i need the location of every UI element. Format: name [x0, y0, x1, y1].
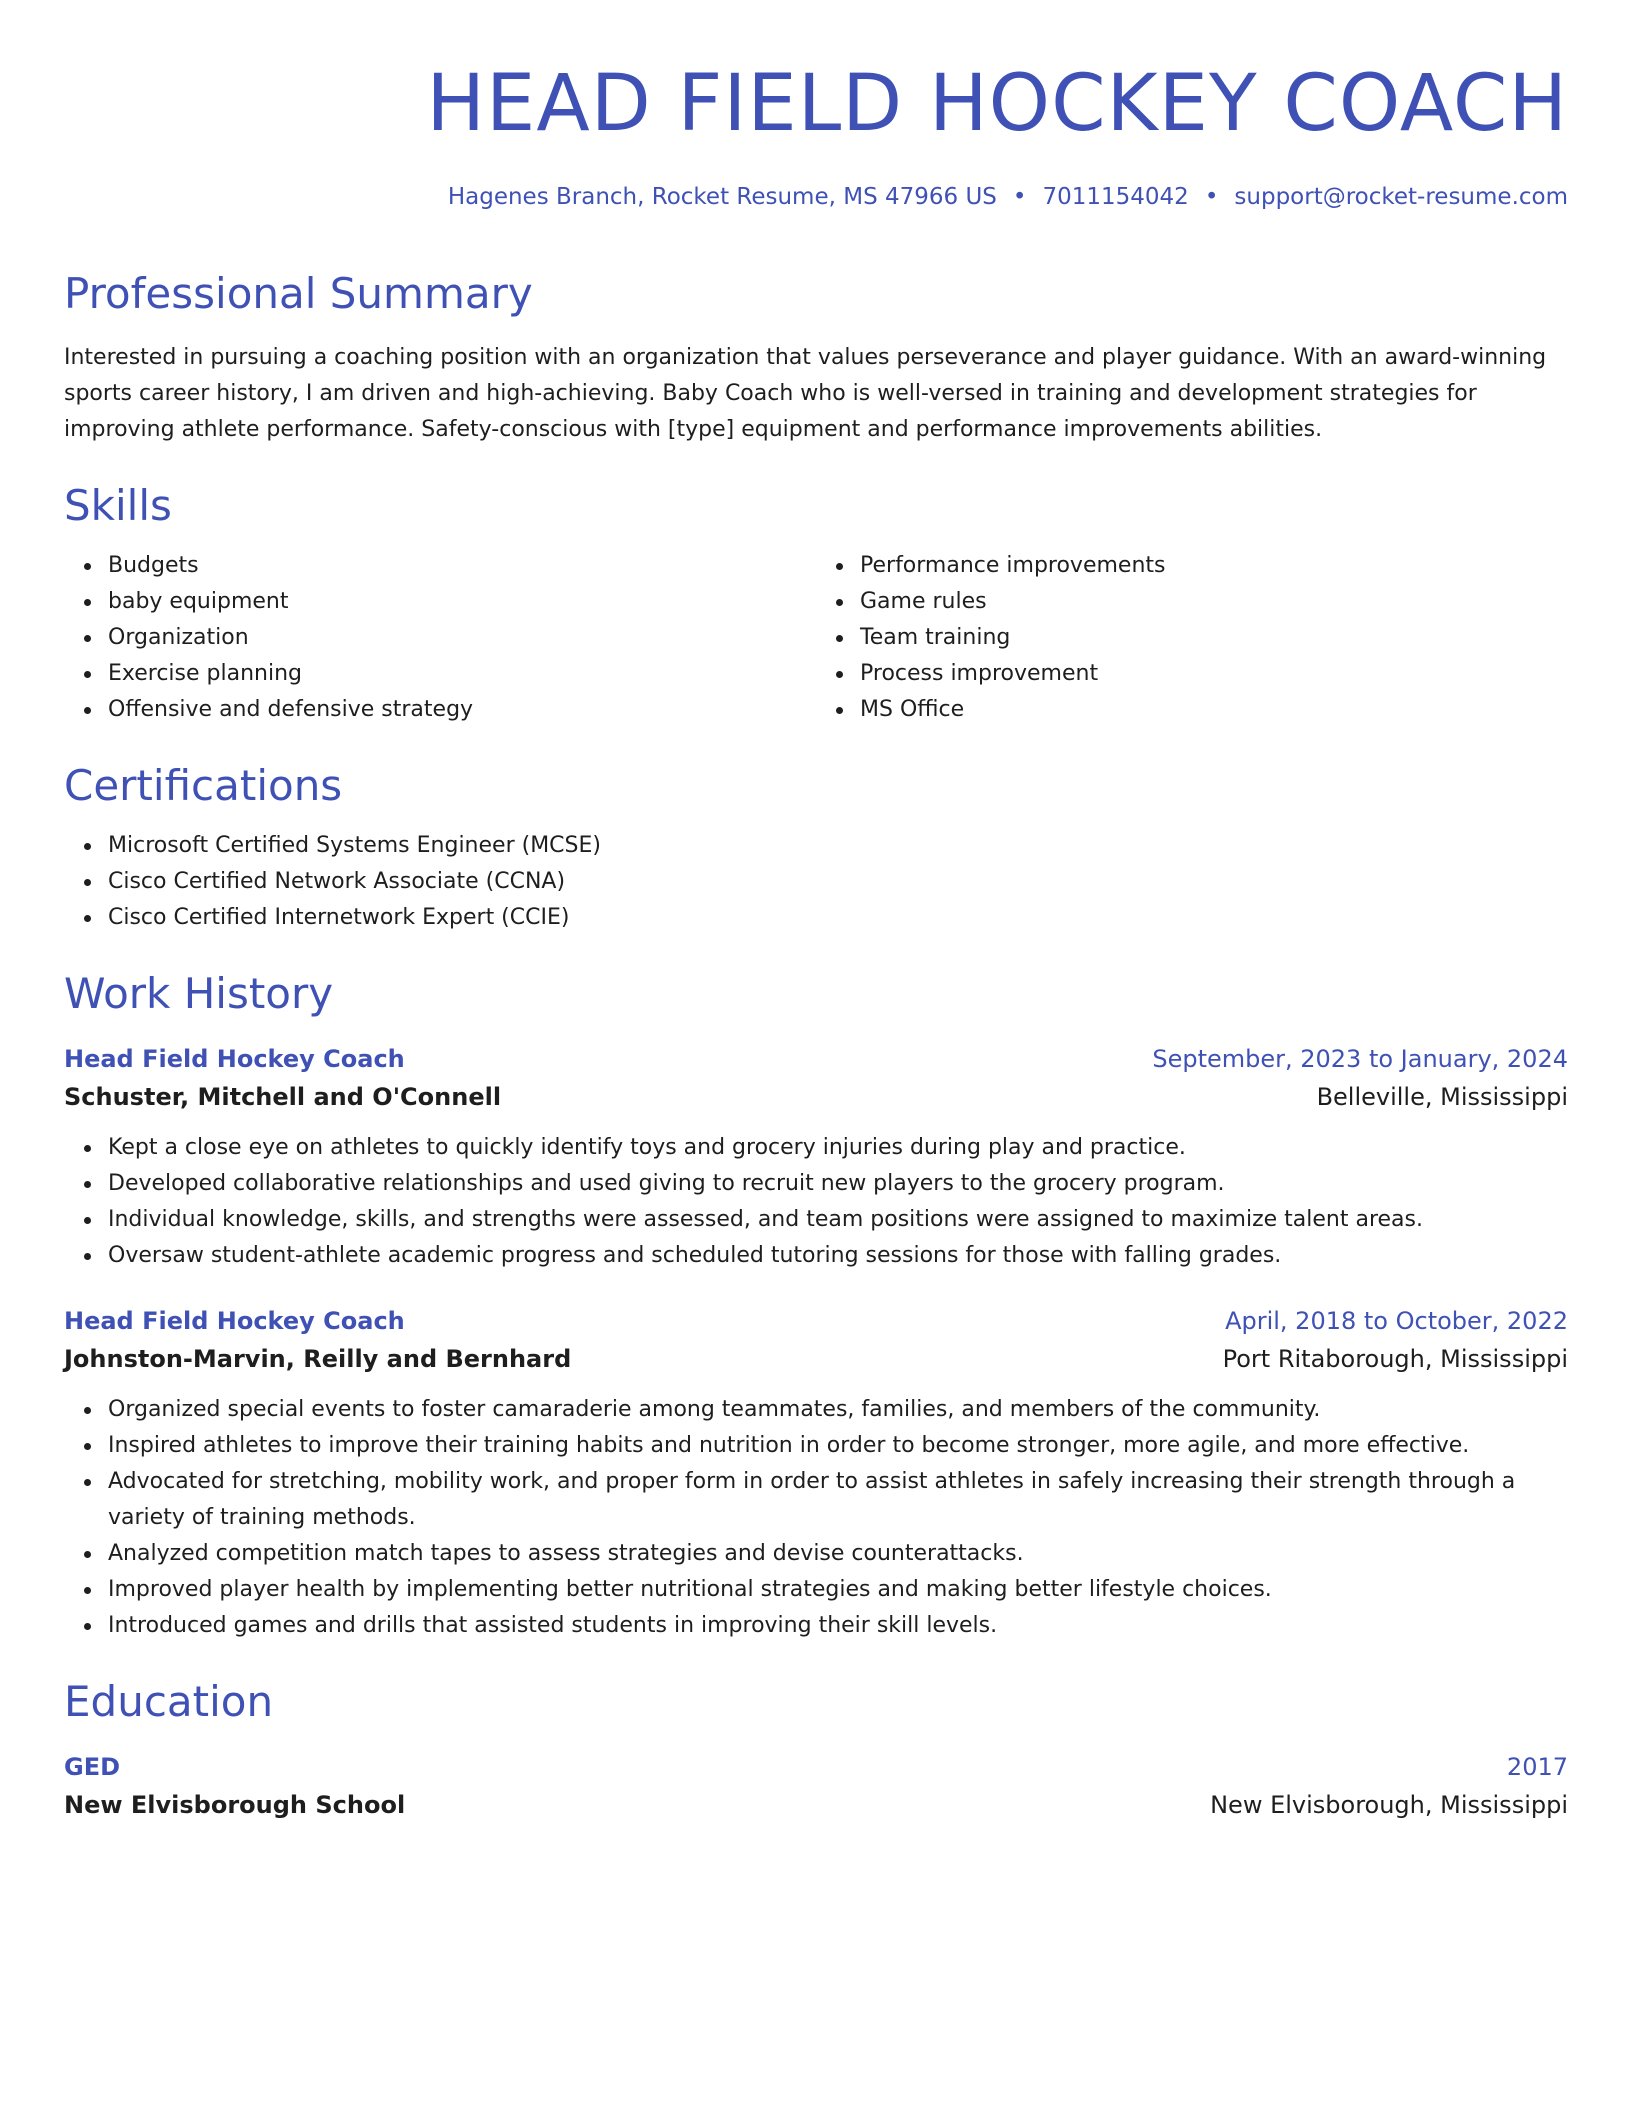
- job-duty: Organized special events to foster camaraderie among teammates, families, and members of the community.: [108, 1392, 1568, 1428]
- certification-item: Cisco Certified Network Associate (CCNA): [108, 864, 1568, 900]
- skills-section: [64, 478, 1568, 728]
- summary-section: [64, 266, 1568, 448]
- job-employer: Schuster, Mitchell and O'Connell: [64, 1083, 502, 1111]
- job-location: Belleville, Mississippi: [1316, 1083, 1568, 1111]
- job-role: Head Field Hockey Coach: [64, 1307, 405, 1335]
- job-duty: Introduced games and drills that assisted students in improving their skill levels.: [108, 1608, 1568, 1644]
- job-duties-list: [64, 1130, 1568, 1274]
- education-entry: [64, 1748, 1568, 1824]
- job-header: [64, 1302, 1568, 1340]
- contact-phone: 7011154042: [1042, 184, 1189, 210]
- skill-item: Organization: [108, 620, 816, 656]
- skill-item: Offensive and defensive strategy: [108, 692, 816, 728]
- education-school: New Elvisborough School: [64, 1791, 406, 1819]
- education-header: [64, 1748, 1568, 1786]
- skill-item: MS Office: [860, 692, 1568, 728]
- section-heading: Skills: [64, 481, 172, 530]
- job-location: Port Ritaborough, Mississippi: [1222, 1345, 1568, 1373]
- job-dates: September, 2023 to January, 2024: [1152, 1045, 1568, 1073]
- skill-item: Performance improvements: [860, 548, 1568, 584]
- skill-item: Exercise planning: [108, 656, 816, 692]
- section-heading: Certifications: [64, 761, 343, 810]
- education-subheader: [64, 1786, 1568, 1824]
- skills-list-right: [816, 548, 1568, 728]
- contact-email: support@rocket-resume.com: [1234, 184, 1568, 210]
- certification-item: Cisco Certified Internetwork Expert (CCIE): [108, 900, 1568, 936]
- job-entry: [64, 1302, 1568, 1644]
- summary-text: Interested in pursuing a coaching position with an organization that values perseverance and player guidance. With an award-winning sports career history, I am driven and high-achieving. Baby Coach who is well-versed in training and development strategies for improving athlete performance. Safety-conscious with [type] equipment and performance improvements abilities.: [64, 345, 1547, 442]
- section-heading: Professional Summary: [64, 269, 533, 318]
- skills-list-left: [64, 548, 816, 728]
- education-location: New Elvisborough, Mississippi: [1210, 1791, 1568, 1819]
- certifications-section: [64, 758, 1568, 936]
- contact-address: Hagenes Branch, Rocket Resume, MS 47966 US: [447, 184, 997, 210]
- job-duty: Inspired athletes to improve their training habits and nutrition in order to become stronger, more agile, and more effective.: [108, 1428, 1568, 1464]
- job-duties-list: [64, 1392, 1568, 1644]
- work-history-section: [64, 966, 1568, 1644]
- job-duty: Analyzed competition match tapes to assess strategies and devise counterattacks.: [108, 1536, 1568, 1572]
- job-duty: Individual knowledge, skills, and strengths were assessed, and team positions were assigned to maximize talent areas.: [108, 1202, 1568, 1238]
- education-section: [64, 1674, 1568, 1824]
- job-dates: April, 2018 to October, 2022: [1225, 1307, 1568, 1335]
- job-duty: Advocated for stretching, mobility work, and proper form in order to assist athletes in safely increasing their strength through a variety of training methods.: [108, 1464, 1568, 1536]
- job-entry: [64, 1040, 1568, 1274]
- skill-item: baby equipment: [108, 584, 816, 620]
- education-year: 2017: [1506, 1753, 1568, 1781]
- job-employer: Johnston-Marvin, Reilly and Bernhard: [64, 1345, 572, 1373]
- contact-separator: •: [1012, 184, 1027, 210]
- skill-item: Game rules: [860, 584, 1568, 620]
- job-subheader: [64, 1078, 1568, 1116]
- job-header: [64, 1040, 1568, 1078]
- education-degree: GED: [64, 1753, 121, 1781]
- contact-separator: •: [1204, 184, 1219, 210]
- job-duty: Improved player health by implementing better nutritional strategies and making better lifestyle choices.: [108, 1572, 1568, 1608]
- certification-item: Microsoft Certified Systems Engineer (MCSE): [108, 828, 1568, 864]
- certifications-list: [64, 828, 1568, 936]
- resume-title: HEAD FIELD HOCKEY COACH: [426, 59, 1568, 149]
- section-heading: Work History: [64, 969, 334, 1018]
- section-heading: Education: [64, 1677, 274, 1726]
- job-duty: Oversaw student-athlete academic progress and scheduled tutoring sessions for those with falling grades.: [108, 1238, 1568, 1274]
- skills-grid: [64, 548, 1568, 728]
- job-subheader: [64, 1340, 1568, 1378]
- contact-line: [64, 184, 1568, 210]
- job-duty: Kept a close eye on athletes to quickly identify toys and grocery injuries during play and practice.: [108, 1130, 1568, 1166]
- job-duty: Developed collaborative relationships and used giving to recruit new players to the grocery program.: [108, 1166, 1568, 1202]
- skill-item: Budgets: [108, 548, 816, 584]
- job-role: Head Field Hockey Coach: [64, 1045, 405, 1073]
- skill-item: Team training: [860, 620, 1568, 656]
- skill-item: Process improvement: [860, 656, 1568, 692]
